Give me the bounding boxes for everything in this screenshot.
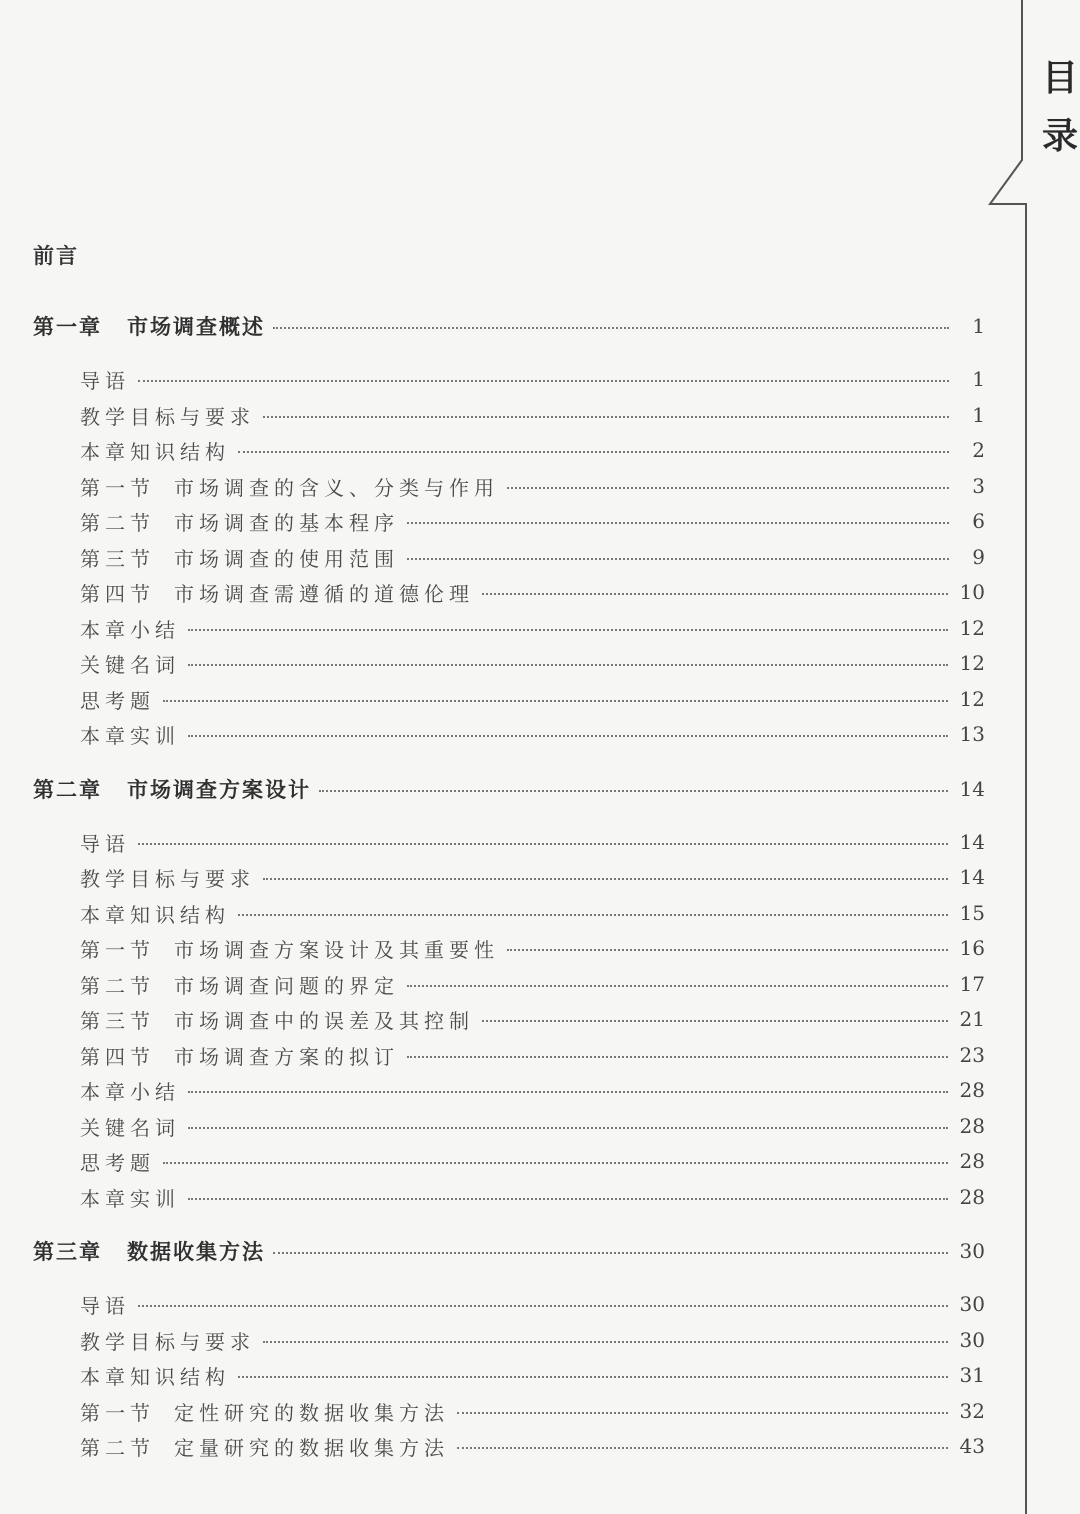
toc-entry-label	[0, 614, 180, 643]
toc-entry-title: 市场调查需遵循的道德伦理	[174, 581, 474, 606]
toc-item-row[interactable]	[0, 613, 985, 643]
page-number: 13	[959, 722, 985, 746]
page-number: 28	[959, 1114, 985, 1138]
page-number: 21	[959, 1007, 985, 1031]
toc-entry-label	[0, 1397, 449, 1426]
toc-item-row[interactable]	[0, 400, 985, 430]
side-tab-char: 录	[1041, 116, 1078, 157]
toc-entry-label	[0, 1183, 180, 1212]
toc-entry-label	[0, 1041, 399, 1070]
toc-entry-label	[0, 899, 230, 928]
toc-entry-label	[0, 543, 399, 572]
toc-entry-title: 导语	[80, 368, 130, 393]
toc-item-row[interactable]	[0, 1004, 985, 1034]
page-number: 1	[972, 403, 985, 427]
toc-entry-label	[0, 828, 130, 857]
dot-leader	[138, 380, 949, 382]
chapter-number: 第二章	[33, 777, 102, 802]
toc-item-row[interactable]	[0, 1396, 985, 1426]
toc-entry-label	[0, 1112, 180, 1141]
dot-leader	[238, 451, 949, 453]
page-number: 1	[972, 314, 985, 338]
dot-leader	[188, 629, 948, 631]
toc-entry-title: 本章知识结构	[80, 1364, 230, 1389]
toc-item-row[interactable]	[0, 364, 985, 394]
side-tab-char: 目	[1041, 58, 1078, 99]
toc-item-row[interactable]	[0, 862, 985, 892]
toc-entry-label	[0, 1236, 265, 1266]
toc-entry-label	[0, 507, 399, 536]
toc-item-row[interactable]	[0, 577, 985, 607]
page-number: 14	[959, 777, 985, 801]
toc-item-row[interactable]	[0, 827, 985, 857]
section-number: 第二节	[80, 510, 155, 535]
toc-chapter-row[interactable]	[0, 1236, 985, 1266]
dot-leader	[188, 1127, 948, 1129]
toc-entry-title: 本章小结	[80, 617, 180, 642]
section-number: 第四节	[80, 581, 155, 606]
dot-leader	[407, 522, 949, 524]
page-number: 14	[959, 865, 985, 889]
dot-leader	[263, 878, 948, 880]
toc-entry-title: 本章知识结构	[80, 902, 230, 927]
toc-item-row[interactable]	[0, 1431, 985, 1461]
page-number: 28	[959, 1185, 985, 1209]
toc-entry-title: 市场调查方案设计及其重要性	[174, 937, 499, 962]
toc-entry-label	[0, 1076, 180, 1105]
toc-chapter-row[interactable]	[0, 311, 985, 341]
toc-entry-label	[0, 970, 399, 999]
page-number: 12	[959, 651, 985, 675]
page-number: 2	[972, 438, 985, 462]
section-number: 第二节	[80, 973, 155, 998]
page-number: 32	[959, 1399, 985, 1423]
preface-entry[interactable]: 前言	[33, 243, 79, 268]
toc-entry-title: 市场调查中的误差及其控制	[174, 1008, 474, 1033]
toc-entry-label	[0, 578, 474, 607]
toc-chapter-row[interactable]	[0, 774, 985, 804]
page-number: 6	[972, 509, 985, 533]
toc-entry-label	[0, 649, 180, 678]
dot-leader	[263, 416, 949, 418]
page-number: 43	[959, 1434, 985, 1458]
toc-entry-label	[0, 720, 180, 749]
section-number: 第四节	[80, 1044, 155, 1069]
dot-leader	[188, 735, 948, 737]
page-number: 16	[959, 936, 985, 960]
toc-entry-title: 教学目标与要求	[80, 404, 255, 429]
dot-leader	[163, 700, 948, 702]
toc-entry-title: 市场调查概述	[127, 314, 265, 339]
toc-entry-label	[0, 774, 311, 804]
page-number: 30	[959, 1328, 985, 1352]
toc-entry-label	[0, 436, 230, 465]
toc-item-row[interactable]	[0, 969, 985, 999]
toc-entry-label	[0, 934, 499, 963]
page-number: 30	[959, 1239, 985, 1263]
page-number: 17	[959, 972, 985, 996]
toc-entry-title: 市场调查方案设计	[127, 777, 311, 802]
toc-item-row[interactable]	[0, 1075, 985, 1105]
toc-entry-title: 导语	[80, 1293, 130, 1318]
toc-entry-label	[0, 401, 255, 430]
dot-leader	[238, 914, 948, 916]
toc-item-row[interactable]	[0, 542, 985, 572]
dot-leader	[138, 1305, 948, 1307]
toc-entry-label	[0, 1326, 255, 1355]
toc-entry-title: 定量研究的数据收集方法	[174, 1435, 449, 1460]
toc-item-row[interactable]	[0, 684, 985, 714]
page-number: 14	[959, 830, 985, 854]
toc-entry-title: 市场调查方案的拟订	[174, 1044, 399, 1069]
toc-entry-label	[0, 311, 265, 341]
toc-entry-label	[0, 863, 255, 892]
section-number: 第二节	[80, 1435, 155, 1460]
toc-item-row[interactable]	[0, 648, 985, 678]
toc-entry-label	[0, 472, 499, 501]
toc-entry-title: 关键名词	[80, 652, 180, 677]
toc-item-row[interactable]	[0, 933, 985, 963]
toc-entry-title: 教学目标与要求	[80, 866, 255, 891]
dot-leader	[138, 843, 948, 845]
page-number: 28	[959, 1149, 985, 1173]
dot-leader	[188, 1091, 948, 1093]
page-number: 10	[959, 580, 985, 604]
dot-leader	[457, 1412, 948, 1414]
toc-item-row[interactable]	[0, 1182, 985, 1212]
dot-leader	[188, 664, 948, 666]
toc-item-row[interactable]	[0, 435, 985, 465]
dot-leader	[238, 1376, 948, 1378]
toc-entry-title: 定性研究的数据收集方法	[174, 1400, 449, 1425]
toc-entry-title: 市场调查的含义、分类与作用	[174, 475, 499, 500]
dot-leader	[319, 790, 948, 792]
dot-leader	[407, 558, 949, 560]
toc-entry-title: 本章实训	[80, 1186, 180, 1211]
toc-entry-title: 本章小结	[80, 1079, 180, 1104]
page-number: 12	[959, 687, 985, 711]
page-number: 15	[959, 901, 985, 925]
toc-entry-title: 数据收集方法	[127, 1239, 265, 1264]
dot-leader	[273, 1252, 948, 1254]
toc-entry-label	[0, 1290, 130, 1319]
toc-entry-label	[0, 1147, 155, 1176]
toc-entry-label	[0, 1432, 449, 1461]
toc-entry-label	[0, 365, 130, 394]
page-number: 30	[959, 1292, 985, 1316]
toc-entry-title: 思考题	[80, 1150, 155, 1175]
dot-leader	[507, 949, 948, 951]
page-number: 3	[972, 474, 985, 498]
toc-item-row[interactable]	[0, 1146, 985, 1176]
side-tab-title	[1040, 50, 1080, 166]
dot-leader	[482, 1020, 948, 1022]
toc-entry-title: 思考题	[80, 688, 155, 713]
toc-entry-label	[0, 685, 155, 714]
section-number: 第三节	[80, 546, 155, 571]
toc-entry-title: 本章实训	[80, 723, 180, 748]
toc-item-row[interactable]	[0, 1360, 985, 1390]
toc-item-row[interactable]	[0, 719, 985, 749]
dot-leader	[507, 487, 949, 489]
dot-leader	[188, 1198, 948, 1200]
dot-leader	[407, 985, 948, 987]
toc-item-row[interactable]	[0, 506, 985, 536]
toc-entry-title: 市场调查的基本程序	[174, 510, 399, 535]
section-number: 第一节	[80, 1400, 155, 1425]
chapter-number: 第一章	[33, 314, 102, 339]
toc-entry-title: 关键名词	[80, 1115, 180, 1140]
toc-entry-label	[0, 1005, 474, 1034]
page-number: 12	[959, 616, 985, 640]
toc-item-row[interactable]	[0, 1040, 985, 1070]
dot-leader	[482, 593, 948, 595]
toc-entry-title: 导语	[80, 831, 130, 856]
page-number: 31	[959, 1363, 985, 1387]
dot-leader	[457, 1447, 948, 1449]
dot-leader	[163, 1162, 948, 1164]
page-number: 1	[972, 367, 985, 391]
toc-entry-label	[0, 1361, 230, 1390]
page-number: 28	[959, 1078, 985, 1102]
section-number: 第一节	[80, 475, 155, 500]
section-number: 第一节	[80, 937, 155, 962]
toc-item-row[interactable]	[0, 898, 985, 928]
toc-item-row[interactable]	[0, 471, 985, 501]
toc-entry-title: 教学目标与要求	[80, 1329, 255, 1354]
dot-leader	[263, 1341, 948, 1343]
toc-entry-title: 本章知识结构	[80, 439, 230, 464]
toc-entry-title: 市场调查的使用范围	[174, 546, 399, 571]
section-number: 第三节	[80, 1008, 155, 1033]
page-number: 23	[959, 1043, 985, 1067]
toc-item-row[interactable]	[0, 1325, 985, 1355]
chapter-number: 第三章	[33, 1239, 102, 1264]
toc-item-row[interactable]	[0, 1289, 985, 1319]
dot-leader	[407, 1056, 948, 1058]
page-number: 9	[972, 545, 985, 569]
dot-leader	[273, 327, 949, 329]
toc-item-row[interactable]	[0, 1111, 985, 1141]
toc-entry-title: 市场调查问题的界定	[174, 973, 399, 998]
